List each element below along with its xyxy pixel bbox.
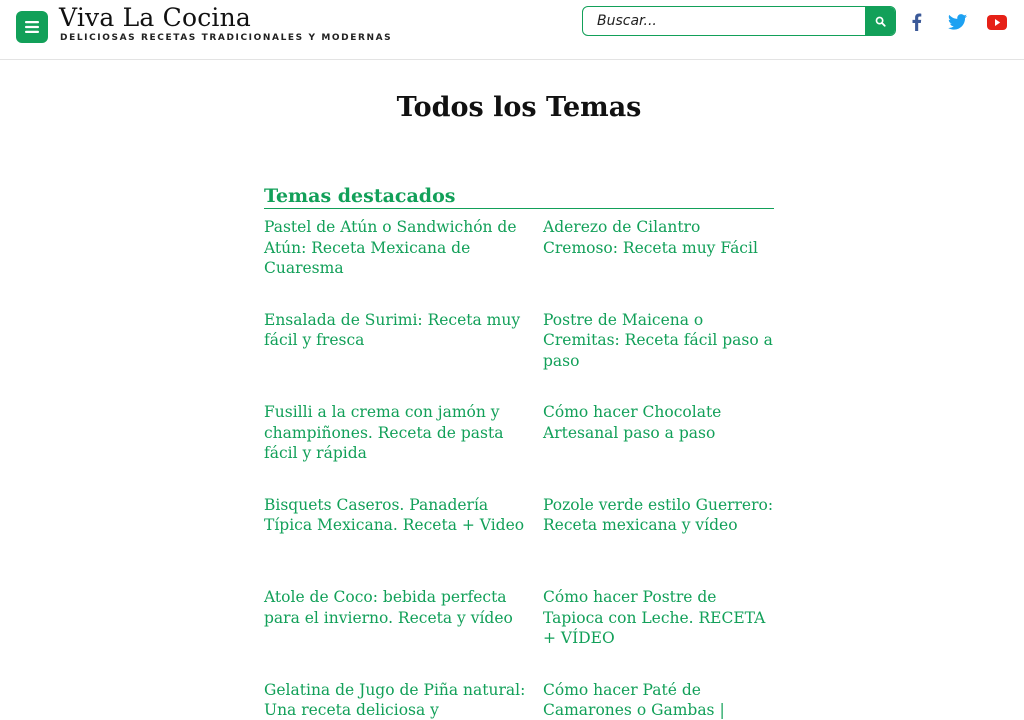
page-title: Todos los Temas: [396, 92, 642, 123]
topic-link[interactable]: Cómo hacer Paté de Camarones o Gambas |: [543, 680, 725, 719]
topic-link[interactable]: Fusilli a la crema con jamón y champiñones. Receta de pasta fácil y rápida: [264, 403, 504, 462]
facebook-link[interactable]: [906, 12, 926, 32]
site-title[interactable]: Viva La Cocina: [59, 3, 252, 32]
menu-button[interactable]: [16, 11, 48, 43]
facebook-icon: [911, 13, 922, 31]
topic-link[interactable]: Pastel de Atún o Sandwichón de Atún: Receta Mexicana de Cuaresma: [264, 218, 517, 277]
topic-link[interactable]: Postre de Maicena o Cremitas: Receta fácil paso a paso: [543, 310, 773, 370]
hamburger-menu-icon: [25, 21, 39, 33]
topic-link[interactable]: Cómo hacer Chocolate Artesanal paso a paso: [543, 403, 722, 442]
featured-topics-list: [264, 217, 784, 720]
topic-link[interactable]: Bisquets Caseros. Panadería Típica Mexicana. Receta + Video: [264, 495, 525, 534]
twitter-link[interactable]: [947, 12, 967, 32]
search-form: [582, 6, 896, 36]
search-icon: [875, 16, 886, 27]
featured-topics-heading: Temas destacados: [264, 185, 774, 209]
search-input[interactable]: [583, 7, 867, 35]
site-tagline: DELICIOSAS RECETAS TRADICIONALES Y MODERNAS: [60, 33, 393, 43]
topic-link[interactable]: Cómo hacer Postre de Tapioca con Leche. RECETA + VÍDEO: [543, 588, 766, 647]
topic-link[interactable]: Atole de Coco: bebida perfecta para el invierno. Receta y vídeo: [264, 588, 513, 627]
twitter-icon: [948, 14, 967, 30]
search-button[interactable]: [865, 7, 895, 35]
youtube-icon: [987, 15, 1007, 30]
topic-link[interactable]: Gelatina de Jugo de Piña natural: Una receta deliciosa y: [264, 680, 526, 719]
topic-link[interactable]: Pozole verde estilo Guerrero: Receta mexicana y vídeo: [543, 495, 774, 534]
topic-link[interactable]: Aderezo de Cilantro Cremoso: Receta muy Fácil: [543, 218, 758, 257]
topic-link[interactable]: Ensalada de Surimi: Receta muy fácil y fresca: [264, 310, 521, 349]
site-header: [0, 0, 1024, 60]
youtube-link[interactable]: [987, 12, 1007, 32]
